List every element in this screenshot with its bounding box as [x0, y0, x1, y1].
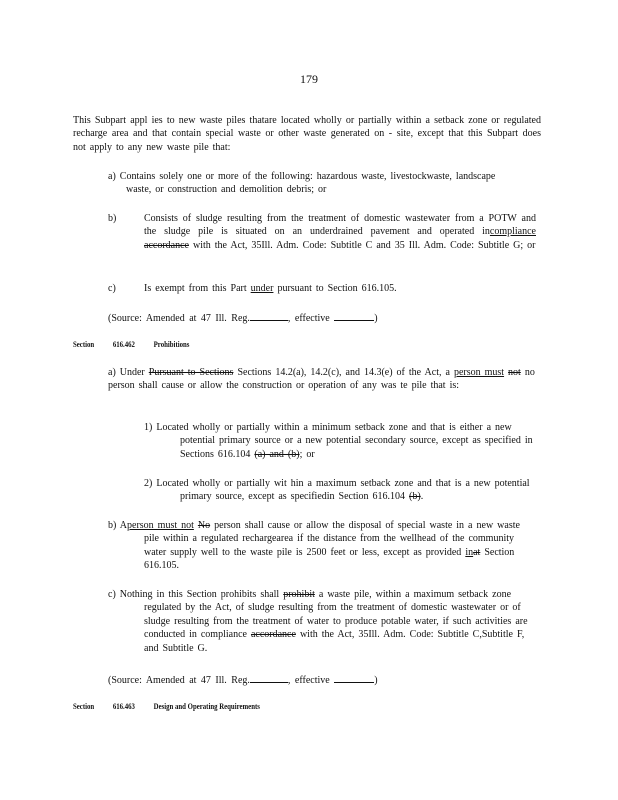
intro-paragraph: This Subpart appl ies to new waste piles thatare located wholly or partially within a setback zone or regulated recharge area and that contain special waste or other waste generated on - site, except that this Subpart does not apply to any new waste pile that:	[73, 115, 541, 153]
source-note-1: (Source: Amended at 47 Ill. Reg. , effective )	[108, 310, 378, 325]
s462-item-b: b) Aperson must not No person shall cause or allow the disposal of special waste in a new waste pile within a regulated rechargearea if the distance from the wellhead of the community water supply well to the waste pile is 2500 feet or less, except as provided inat Section 616.105.	[108, 520, 520, 572]
item-b: Consists of sludge resulting from the treatment of domestic wastewater from a POTW and the sludge pile is situated on an underdrained pavement and operated incompliance accordance with the Act, 35Ill. Adm. Code: Subtitle C and 35 Ill. Adm. Code: Subtitle G; or	[144, 213, 536, 251]
s462-item-a: a) Under Pursuant to Sections Sections 14.2(a), 14.2(c), and 14.3(e) of the Act, a person must not no person shall cause or allow the construction or operation of any was te pile that is:	[108, 367, 535, 392]
section-heading-462: Section 616.462 Prohibitions	[73, 340, 190, 349]
item-b-label: b)	[108, 213, 117, 224]
item-c-label: c)	[108, 283, 116, 294]
item-a: a) Contains solely one or more of the following: hazardous waste, livestockwaste, landscape waste, or construction and demolition debris; or	[108, 171, 496, 196]
source-note-2: (Source: Amended at 47 Ill. Reg. , effective )	[108, 672, 378, 687]
s462-item-a2: 2) Located wholly or partially wit hin a maximum setback zone and that is a new potential primary source, except as specifiedin Section 616.104 (b).	[144, 478, 530, 503]
item-c: Is exempt from this Part under pursuant to Section 616.105.	[144, 283, 397, 294]
s462-item-c: c) Nothing in this Section prohibits shall prohibit a waste pile, within a maximum setback zone regulated by the Act, of sludge resulting from the treatment of domestic wastewater or of sludge resulting from the treatment of water to produce potable water, if such activities are conducted in compliance accordance with the Act, 35Ill. Adm. Code: Subtitle C,Subtitle F, and Subtitle G.	[108, 589, 528, 654]
page-number: 179	[300, 72, 318, 86]
s462-item-a1: 1) Located wholly or partially within a minimum setback zone and that is either a new potential primary source or a new potential secondary source, except as specified in Sections 616.104 (a) and (b); or	[144, 422, 533, 460]
section-heading-463: Section 616.463 Design and Operating Requirements	[73, 702, 260, 711]
